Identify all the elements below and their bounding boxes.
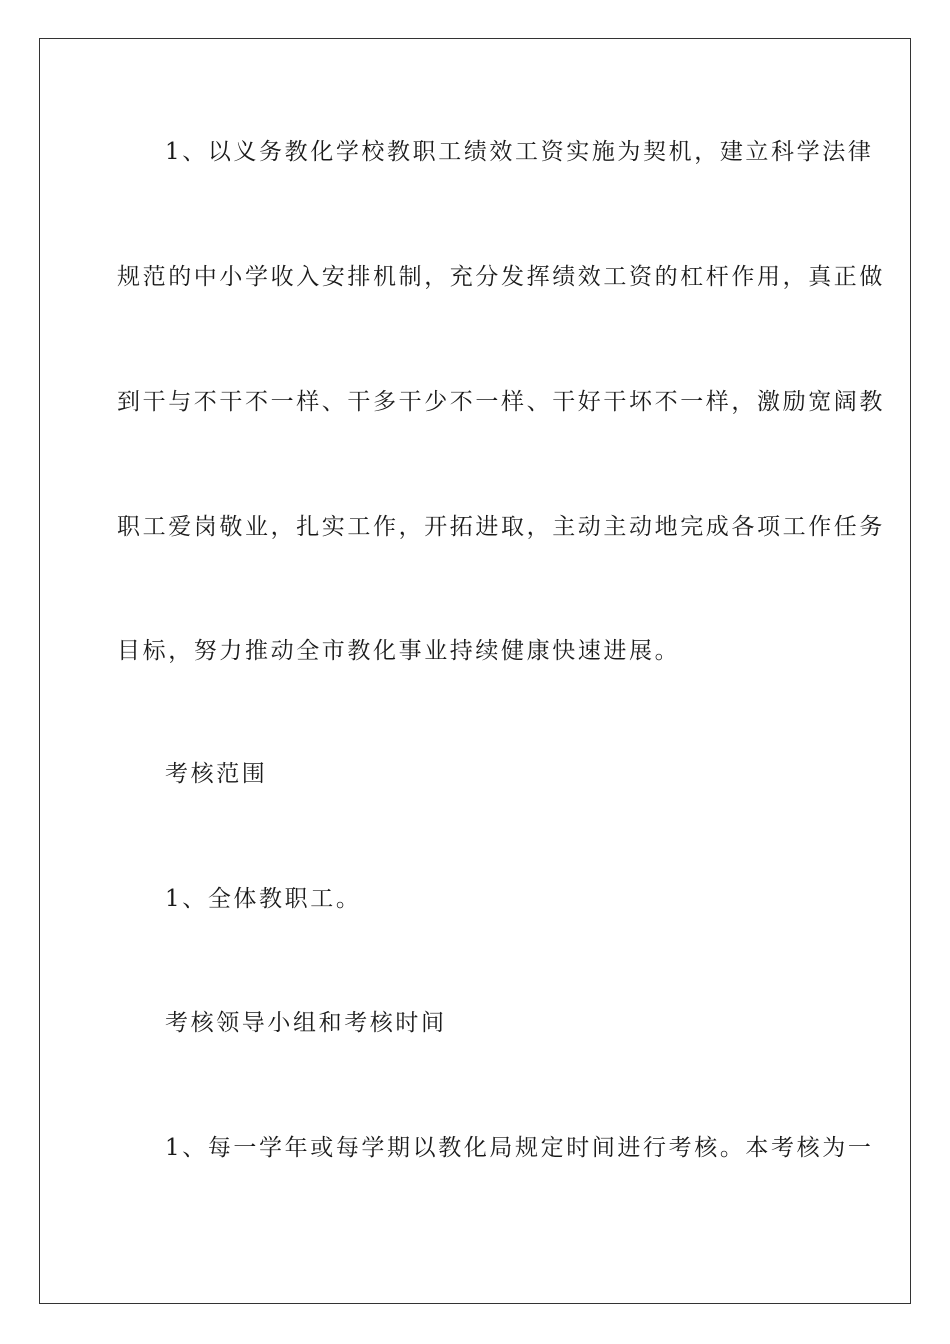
paragraph-line: 到干与不干不一样、干多干少不一样、干好干坏不一样，激励宽阔教: [117, 389, 885, 415]
list-item-time: 1、每一学年或每学期以教化局规定时间进行考核。本考核为一: [165, 1135, 874, 1161]
paragraph-line: 目标，努力推动全市教化事业持续健康快速进展。: [117, 638, 681, 664]
list-item-scope: 1、全体教职工。: [165, 886, 362, 912]
section-heading-leadership: 考核领导小组和考核时间: [165, 1010, 447, 1036]
paragraph-line: 1、以义务教化学校教职工绩效工资实施为契机，建立科学法律: [165, 139, 874, 165]
section-heading-scope: 考核范围: [165, 761, 268, 787]
paragraph-line: 规范的中小学收入安排机制，充分发挥绩效工资的杠杆作用，真正做: [117, 264, 885, 290]
page-frame: [39, 38, 911, 1304]
paragraph-line: 职工爱岗敬业，扎实工作，开拓进取，主动主动地完成各项工作任务: [117, 514, 885, 540]
